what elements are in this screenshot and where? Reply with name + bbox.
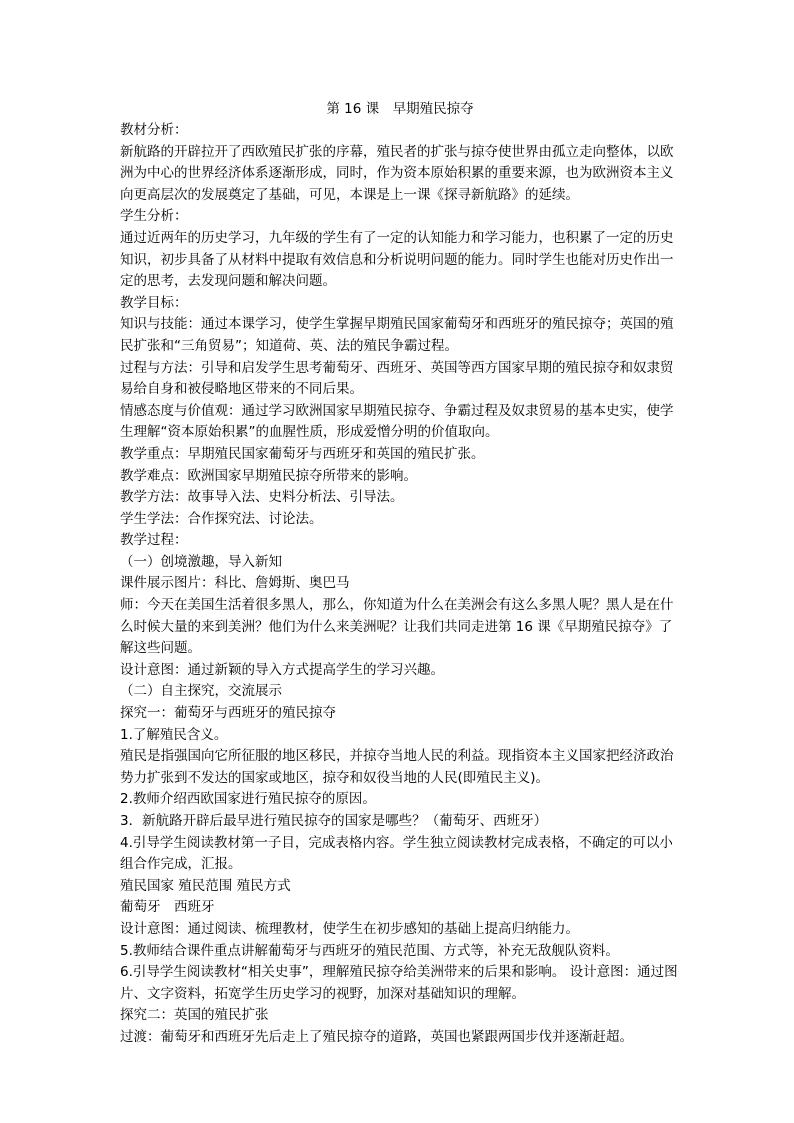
text-line: 1.了解殖民含义。 [120,726,228,743]
text-line: 2.教师介绍西欧国家进行殖民掠夺的原因。 [120,791,376,808]
text-line: 过程与方法：引导和启发学生思考葡萄牙、西班牙、英国等西方国家早期的殖民掠夺和奴隶贸易给自身和被侵略地区带来的不同后果。 [120,359,674,398]
text-line: 情感态度与价值观：通过学习欧洲国家早期殖民掠夺、争霸过程及奴隶贸易的基本史实，使学生理解“资本原始积累”的血腥性质，形成爱憎分明的价值取向。 [120,402,674,441]
text-line: 教学难点：欧洲国家早期殖民掠夺所带来的影响。 [120,467,417,484]
text-line: 过渡：葡萄牙和西班牙先后走上了殖民掠夺的道路，英国也紧跟两国步伐并逐渐赶超。 [120,1028,633,1045]
text-line: 教学重点：早期殖民国家葡萄牙与西班牙和英国的殖民扩张。 [120,445,485,462]
text-line: （一）创境激趣，导入新知 [120,553,282,570]
text-line: （二）自主探究，交流展示 [120,683,282,700]
text-line: 教学过程： [120,532,188,549]
text-line: 探究一：葡萄牙与西班牙的殖民掠夺 [120,705,336,722]
text-line: 殖民国家 殖民范围 殖民方式 [120,877,291,894]
document-body [120,120,680,1049]
text-line: 设计意图：通过阅读、梳理教材，使学生在初步感知的基础上提高归纳能力。 [120,920,579,937]
text-line: 教学目标： [120,294,188,311]
text-line: 葡萄牙 西班牙 [120,899,215,916]
text-line: 4.引导学生阅读教材第一子目，完成表格内容。学生独立阅读教材完成表格，不确定的可以小组合作完成，汇报。 [120,834,673,873]
text-line: 6.引导学生阅读教材“相关史事”，理解殖民掠夺给美洲带来的后果和影响。 设计意图：通过图片、文字资料，拓宽学生历史学习的视野，加深对基础知识的理解。 [120,964,678,1002]
text-line: 通过近两年的历史学习，九年级的学生有了一定的认知能力和学习能力，也积累了一定的历史知识，初步具备了从材料中提取有效信息和分析说明问题的能力。同时学生也能对历史作出一定的思考，去发现问题和解决问题。 [120,229,674,290]
text-line: 教材分析： [120,122,188,138]
text-line: 课件展示图片：科比、詹姆斯、奥巴马 [120,575,350,592]
text-line: 殖民是指强国向它所征服的地区移民，并掠夺当地人民的利益。现指资本主义国家把经济政治势力扩张到不发达的国家或地区，掠夺和奴役当地的人民(即殖民主义)。 [120,748,674,786]
text-line: 师：今天在美国生活着很多黑人，那么，你知道为什么在美洲会有这么多黑人呢？黑人是在什么时候大量的来到美洲？他们为什么来美洲呢？让我们共同走进第 16 课《早期殖民掠夺》了解这些问题。 [120,597,674,657]
text-line: 学生分析： [120,208,188,225]
text-line: 新航路的开辟拉开了西欧殖民扩张的序幕，殖民者的扩张与掠夺使世界由孤立走向整体，以欧洲为中心的世界经济体系逐渐形成，同时，作为资本原始积累的重要来源，也为欧洲资本主义向更高层次的发展奠定了基础，可见，本课是上一课《探寻新航路》的延续。 [120,143,674,203]
text-line: 教学方法：故事导入法、史料分析法、引导法。 [120,489,404,506]
text-line: 探究二：英国的殖民扩张 [120,1007,269,1024]
document-page [120,98,680,1049]
lesson-title: 第 16 课 早期殖民掠夺 [326,101,474,117]
text-line: 5.教师结合课件重点讲解葡萄牙与西班牙的殖民范围、方式等，补充无敌舰队资料。 [120,942,619,959]
text-line: 知识与技能：通过本课学习，使学生掌握早期殖民国家葡萄牙和西班牙的殖民掠夺；英国的殖民扩张和“三角贸易”；知道荷、英、法的殖民争霸过程。 [120,316,674,354]
text-line: 3．新航路开辟后最早进行殖民掠夺的国家是哪些？（葡萄牙、西班牙） [120,813,548,829]
text-line: 学生学法：合作探究法、讨论法。 [120,510,323,527]
text-line: 设计意图：通过新颖的导入方式提高学生的学习兴趣。 [120,661,444,678]
